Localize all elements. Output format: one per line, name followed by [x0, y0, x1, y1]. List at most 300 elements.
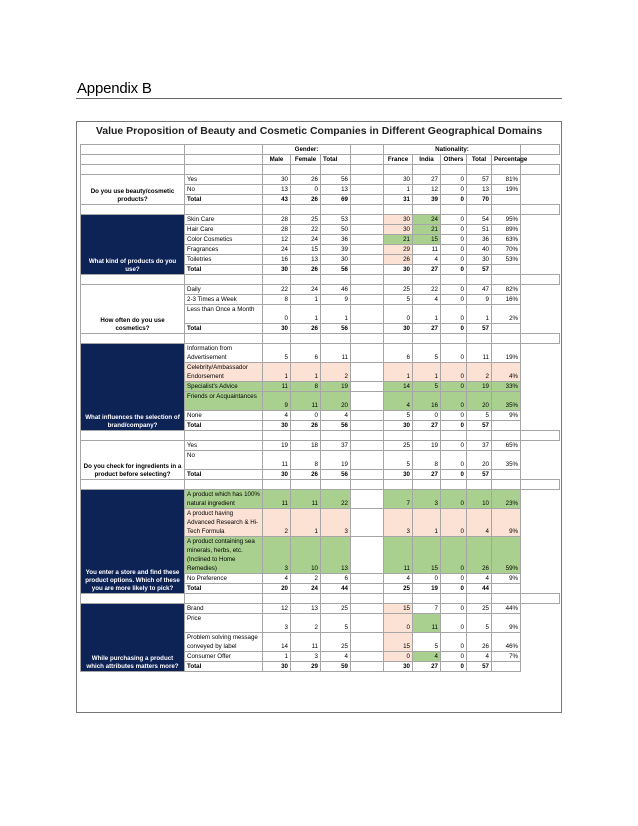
- spacer-cell: [263, 334, 291, 344]
- value-others: 0: [441, 305, 467, 324]
- value-others: 0: [441, 441, 467, 451]
- value-percentage: 46%: [492, 633, 521, 652]
- gap-cell: [351, 215, 384, 225]
- gap-cell: [351, 614, 384, 633]
- answer-label: 2-3 Times a Week: [185, 295, 263, 305]
- value-india: 15: [413, 537, 441, 574]
- gap-cell: [351, 662, 384, 672]
- answer-label: Color Cosmetics: [185, 235, 263, 245]
- answer-label: Hair Care: [185, 225, 263, 235]
- title-rule: [76, 98, 562, 99]
- value-female: 0: [291, 411, 321, 421]
- gap-cell: [351, 235, 384, 245]
- gap-cell: [351, 265, 384, 275]
- value-total-nationality: 25: [467, 604, 492, 614]
- value-total: 53: [321, 215, 351, 225]
- value-france: 30: [384, 225, 413, 235]
- value-total-nationality: 44: [467, 584, 492, 594]
- value-male: 24: [263, 245, 291, 255]
- value-france: 7: [384, 490, 413, 509]
- value-percentage: 82%: [492, 285, 521, 295]
- value-male: 5: [263, 344, 291, 363]
- gender-group-header: Gender:: [263, 145, 351, 155]
- value-others: 0: [441, 285, 467, 295]
- spacer-row: [81, 594, 560, 604]
- table-row: [81, 285, 560, 295]
- spacer-cell: [263, 275, 291, 285]
- header-empty: [521, 145, 560, 155]
- value-total: 5: [321, 614, 351, 633]
- value-female: 29: [291, 662, 321, 672]
- spacer-cell: [384, 334, 413, 344]
- value-india: 19: [413, 441, 441, 451]
- value-india: 16: [413, 392, 441, 411]
- value-male: 30: [263, 470, 291, 480]
- value-total-nationality: 54: [467, 215, 492, 225]
- gap-cell: [351, 604, 384, 614]
- spacer-cell: [185, 205, 263, 215]
- gap-cell: [351, 245, 384, 255]
- value-others: 0: [441, 255, 467, 265]
- spacer-cell: [263, 205, 291, 215]
- value-total: 3: [321, 509, 351, 537]
- spacer-cell: [81, 275, 185, 285]
- value-france: 1: [384, 185, 413, 195]
- value-total: 56: [321, 324, 351, 334]
- value-percentage: 9%: [492, 614, 521, 633]
- value-india: 27: [413, 421, 441, 431]
- value-female: 25: [291, 215, 321, 225]
- value-percentage: 70%: [492, 245, 521, 255]
- value-total-nationality: 57: [467, 470, 492, 480]
- value-percentage: 9%: [492, 574, 521, 584]
- spacer-cell: [291, 275, 321, 285]
- spacer-cell: [467, 431, 492, 441]
- spacer-cell: [185, 594, 263, 604]
- value-total-nationality: 4: [467, 509, 492, 537]
- value-total: 44: [321, 584, 351, 594]
- value-percentage: 35%: [492, 392, 521, 411]
- value-total: 50: [321, 225, 351, 235]
- spacer-cell: [81, 431, 185, 441]
- value-total-nationality: 10: [467, 490, 492, 509]
- value-others: 0: [441, 295, 467, 305]
- value-india: 27: [413, 265, 441, 275]
- table-row: [81, 175, 560, 185]
- gap-cell: [351, 652, 384, 662]
- value-female: 13: [291, 604, 321, 614]
- value-male: 1: [263, 652, 291, 662]
- value-total: 2: [321, 363, 351, 382]
- gap-cell: [351, 441, 384, 451]
- answer-label: Yes: [185, 175, 263, 185]
- spacer-cell: [81, 480, 185, 490]
- value-total-nationality: 5: [467, 614, 492, 633]
- gap-cell: [351, 175, 384, 185]
- value-percentage: [492, 265, 521, 275]
- value-total: 56: [321, 175, 351, 185]
- value-male: 4: [263, 574, 291, 584]
- value-total-nationality: 26: [467, 633, 492, 652]
- answer-label: Skin Care: [185, 215, 263, 225]
- value-percentage: 16%: [492, 295, 521, 305]
- value-france: 11: [384, 537, 413, 574]
- answer-label: Total: [185, 195, 263, 205]
- spacer-cell: [467, 165, 492, 175]
- value-female: 10: [291, 537, 321, 574]
- value-percentage: 4%: [492, 363, 521, 382]
- value-total: 37: [321, 441, 351, 451]
- value-france: 30: [384, 470, 413, 480]
- value-female: 26: [291, 470, 321, 480]
- header-empty: [81, 145, 185, 155]
- value-others: 0: [441, 344, 467, 363]
- gap-cell: [351, 185, 384, 195]
- answer-label: Price: [185, 614, 263, 633]
- value-others: 0: [441, 411, 467, 421]
- answer-label: Celebrity/Ambassador Endorsement: [185, 363, 263, 382]
- value-percentage: [492, 195, 521, 205]
- answer-label: Daily: [185, 285, 263, 295]
- value-france: 30: [384, 215, 413, 225]
- answer-label: Information from Advertisement: [185, 344, 263, 363]
- value-india: 5: [413, 633, 441, 652]
- spacer-cell: [351, 275, 384, 285]
- gap-cell: [351, 584, 384, 594]
- value-female: 11: [291, 490, 321, 509]
- value-percentage: [492, 324, 521, 334]
- value-female: 26: [291, 195, 321, 205]
- spacer-cell: [441, 205, 467, 215]
- gap-cell: [351, 305, 384, 324]
- value-percentage: 33%: [492, 382, 521, 392]
- spacer-cell: [185, 480, 263, 490]
- gap-cell: [351, 411, 384, 421]
- header-empty: [185, 155, 263, 165]
- spacer-cell: [384, 480, 413, 490]
- value-female: 26: [291, 324, 321, 334]
- value-female: 22: [291, 225, 321, 235]
- spacer-cell: [384, 431, 413, 441]
- gap-cell: [351, 295, 384, 305]
- value-france: 0: [384, 614, 413, 633]
- answer-label: Total: [185, 584, 263, 594]
- value-france: 30: [384, 421, 413, 431]
- value-male: 9: [263, 392, 291, 411]
- spacer-cell: [321, 205, 351, 215]
- gap-cell: [351, 392, 384, 411]
- value-female: 11: [291, 392, 321, 411]
- spacer-cell: [263, 480, 291, 490]
- answer-label: Total: [185, 662, 263, 672]
- value-india: 12: [413, 185, 441, 195]
- value-india: 8: [413, 451, 441, 470]
- answer-label: Consumer Offer: [185, 652, 263, 662]
- spacer-cell: [413, 275, 441, 285]
- value-total: 25: [321, 633, 351, 652]
- value-female: 1: [291, 295, 321, 305]
- gap-cell: [351, 382, 384, 392]
- spacer-cell: [467, 205, 492, 215]
- value-india: 19: [413, 584, 441, 594]
- value-female: 8: [291, 382, 321, 392]
- value-india: 39: [413, 195, 441, 205]
- value-male: 2: [263, 509, 291, 537]
- value-total-nationality: 57: [467, 324, 492, 334]
- value-total-nationality: 13: [467, 185, 492, 195]
- spacer-cell: [351, 165, 384, 175]
- spacer-cell: [492, 275, 521, 285]
- spacer-cell: [321, 480, 351, 490]
- value-total-nationality: 36: [467, 235, 492, 245]
- col-header-female: Female: [291, 155, 321, 165]
- value-percentage: 59%: [492, 537, 521, 574]
- nationality-group-header: Nationality:: [384, 145, 521, 155]
- value-others: 0: [441, 633, 467, 652]
- question-cell: You enter a store and find these product options. Which of these you are more likely to pick?: [81, 490, 185, 594]
- answer-label: None: [185, 411, 263, 421]
- spacer-cell: [384, 205, 413, 215]
- value-total: 20: [321, 392, 351, 411]
- value-others: 0: [441, 245, 467, 255]
- answer-label: Friends or Acquaintances: [185, 392, 263, 411]
- value-male: 11: [263, 451, 291, 470]
- value-india: 27: [413, 324, 441, 334]
- spacer-cell: [291, 165, 321, 175]
- value-total-nationality: 47: [467, 285, 492, 295]
- value-india: 5: [413, 344, 441, 363]
- value-india: 27: [413, 662, 441, 672]
- value-india: 11: [413, 614, 441, 633]
- value-france: 26: [384, 255, 413, 265]
- spacer-cell: [441, 480, 467, 490]
- value-others: 0: [441, 490, 467, 509]
- header-row-groups: [81, 145, 560, 155]
- answer-label: Yes: [185, 441, 263, 451]
- value-france: 21: [384, 235, 413, 245]
- value-female: 24: [291, 584, 321, 594]
- value-female: 2: [291, 614, 321, 633]
- spacer-cell: [351, 334, 384, 344]
- value-france: 0: [384, 652, 413, 662]
- value-percentage: 81%: [492, 175, 521, 185]
- value-others: 0: [441, 265, 467, 275]
- value-india: 1: [413, 363, 441, 382]
- spacer-cell: [441, 431, 467, 441]
- spacer-cell: [492, 480, 521, 490]
- spacer-cell: [384, 594, 413, 604]
- value-male: 43: [263, 195, 291, 205]
- spacer-cell: [321, 275, 351, 285]
- spacer-cell: [291, 480, 321, 490]
- value-percentage: [492, 421, 521, 431]
- value-others: 0: [441, 421, 467, 431]
- value-total: 13: [321, 537, 351, 574]
- spacer-cell: [291, 205, 321, 215]
- value-france: 30: [384, 175, 413, 185]
- spacer-cell: [413, 334, 441, 344]
- spacer-cell: [351, 205, 384, 215]
- spacer-cell: [413, 594, 441, 604]
- value-percentage: 2%: [492, 305, 521, 324]
- col-header-male: Male: [263, 155, 291, 165]
- spacer-cell: [492, 205, 521, 215]
- table-body: [81, 145, 560, 672]
- value-india: 0: [413, 574, 441, 584]
- value-female: 26: [291, 265, 321, 275]
- value-total-nationality: 4: [467, 652, 492, 662]
- value-percentage: 9%: [492, 509, 521, 537]
- spacer-cell: [441, 334, 467, 344]
- spacer-cell: [81, 594, 185, 604]
- answer-label: Total: [185, 470, 263, 480]
- value-india: 0: [413, 411, 441, 421]
- spacer-cell: [521, 205, 560, 215]
- value-female: 1: [291, 509, 321, 537]
- col-header-total-nationality: Total: [467, 155, 492, 165]
- value-total: 56: [321, 470, 351, 480]
- value-male: 20: [263, 584, 291, 594]
- question-cell: Do you check for ingredients in a product before selecting?: [81, 441, 185, 480]
- answer-label: Total: [185, 324, 263, 334]
- value-france: 31: [384, 195, 413, 205]
- question-cell: What kind of products do you use?: [81, 215, 185, 275]
- answer-label: A product which has 100% natural ingredient: [185, 490, 263, 509]
- value-male: 11: [263, 490, 291, 509]
- value-others: 0: [441, 175, 467, 185]
- spacer-cell: [351, 431, 384, 441]
- answer-label: Specialist's Advice: [185, 382, 263, 392]
- question-cell: While purchasing a product which attributes matters more?: [81, 604, 185, 672]
- answer-label: A product having Advanced Research & Hi-Tech Formula: [185, 509, 263, 537]
- answer-label: Toiletries: [185, 255, 263, 265]
- value-percentage: 9%: [492, 411, 521, 421]
- table-row: [81, 490, 560, 509]
- value-male: 3: [263, 614, 291, 633]
- value-total: 56: [321, 421, 351, 431]
- spacer-row: [81, 334, 560, 344]
- spacer-cell: [291, 594, 321, 604]
- table-row: [81, 215, 560, 225]
- value-percentage: 19%: [492, 185, 521, 195]
- spacer-cell: [492, 334, 521, 344]
- gap-cell: [351, 421, 384, 431]
- value-male: 30: [263, 175, 291, 185]
- spacer-cell: [351, 594, 384, 604]
- spacer-cell: [441, 594, 467, 604]
- gap-cell: [351, 509, 384, 537]
- spacer-row: [81, 165, 560, 175]
- value-female: 3: [291, 652, 321, 662]
- value-male: 8: [263, 295, 291, 305]
- value-male: 12: [263, 604, 291, 614]
- value-percentage: 65%: [492, 441, 521, 451]
- value-india: 4: [413, 652, 441, 662]
- value-india: 24: [413, 215, 441, 225]
- value-total: 22: [321, 490, 351, 509]
- value-france: 25: [384, 285, 413, 295]
- gap-cell: [351, 255, 384, 265]
- value-others: 0: [441, 185, 467, 195]
- gap-cell: [351, 574, 384, 584]
- value-total-nationality: 5: [467, 411, 492, 421]
- col-header-india: India: [413, 155, 441, 165]
- gap-cell: [351, 490, 384, 509]
- value-india: 21: [413, 225, 441, 235]
- gap-cell: [351, 155, 384, 165]
- survey-table: [80, 144, 560, 672]
- value-male: 30: [263, 662, 291, 672]
- value-male: 30: [263, 421, 291, 431]
- value-total: 56: [321, 265, 351, 275]
- header-empty: [185, 145, 263, 155]
- spacer-cell: [441, 275, 467, 285]
- value-india: 1: [413, 509, 441, 537]
- spacer-cell: [521, 165, 560, 175]
- gap-cell: [351, 451, 384, 470]
- value-france: 4: [384, 392, 413, 411]
- answer-label: Brand: [185, 604, 263, 614]
- value-male: 28: [263, 225, 291, 235]
- value-others: 0: [441, 614, 467, 633]
- value-total: 39: [321, 245, 351, 255]
- spacer-row: [81, 205, 560, 215]
- value-others: 0: [441, 537, 467, 574]
- value-total-nationality: 19: [467, 382, 492, 392]
- value-total: 30: [321, 255, 351, 265]
- value-india: 27: [413, 470, 441, 480]
- answer-label: No: [185, 185, 263, 195]
- value-percentage: 23%: [492, 490, 521, 509]
- value-percentage: [492, 584, 521, 594]
- col-header-total: Total: [321, 155, 351, 165]
- gap-cell: [351, 633, 384, 652]
- value-others: 0: [441, 235, 467, 245]
- value-france: 30: [384, 265, 413, 275]
- value-male: 11: [263, 382, 291, 392]
- value-france: 5: [384, 451, 413, 470]
- value-france: 30: [384, 662, 413, 672]
- value-france: 5: [384, 295, 413, 305]
- value-india: 7: [413, 604, 441, 614]
- value-female: 18: [291, 441, 321, 451]
- value-female: 26: [291, 175, 321, 185]
- answer-label: Fragrances: [185, 245, 263, 255]
- header-empty: [81, 155, 185, 165]
- value-others: 0: [441, 652, 467, 662]
- spacer-cell: [351, 480, 384, 490]
- value-france: 15: [384, 633, 413, 652]
- value-france: 30: [384, 324, 413, 334]
- spacer-cell: [521, 275, 560, 285]
- value-france: 5: [384, 411, 413, 421]
- value-others: 0: [441, 470, 467, 480]
- gap-cell: [351, 363, 384, 382]
- value-total-nationality: 20: [467, 392, 492, 411]
- value-percentage: 19%: [492, 344, 521, 363]
- gap-cell: [351, 344, 384, 363]
- spacer-cell: [384, 275, 413, 285]
- value-others: 0: [441, 215, 467, 225]
- table-row: [81, 441, 560, 451]
- value-percentage: 7%: [492, 652, 521, 662]
- value-total-nationality: 57: [467, 175, 492, 185]
- spacer-cell: [467, 594, 492, 604]
- value-female: 26: [291, 421, 321, 431]
- spacer-cell: [185, 431, 263, 441]
- spacer-cell: [492, 165, 521, 175]
- value-india: 15: [413, 235, 441, 245]
